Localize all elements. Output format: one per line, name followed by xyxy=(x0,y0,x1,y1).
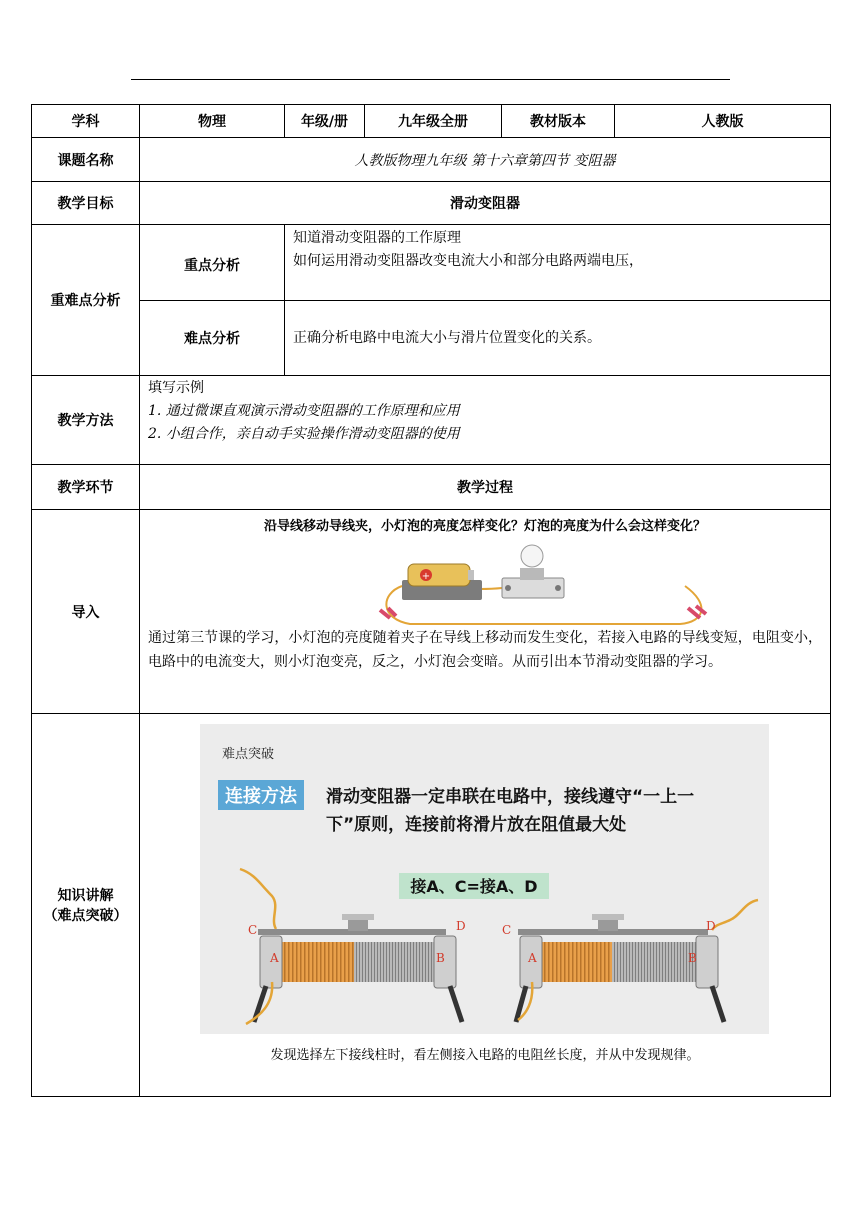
lesson-plan-table xyxy=(31,104,831,1097)
rheostat-right-terminal-c: C xyxy=(502,923,512,937)
grade-label: 年级/册 xyxy=(285,105,365,138)
knowledge-content xyxy=(140,714,831,1097)
process-stage-label: 教学环节 xyxy=(32,465,140,510)
info-row xyxy=(32,105,831,138)
objective-label: 教学目标 xyxy=(32,182,140,225)
rheostat-left-terminal-a: A xyxy=(270,951,279,965)
knowledge-label-line-1: 知识讲解 xyxy=(57,888,114,904)
focus-label: 重点分析 xyxy=(140,225,285,301)
header-rule xyxy=(131,79,730,80)
slide-badge: 连接方法 xyxy=(225,786,297,807)
rheostat-right-terminal-b: B xyxy=(688,951,697,965)
method-content xyxy=(140,376,831,465)
objective-row xyxy=(32,182,831,225)
method-row xyxy=(32,376,831,465)
focus-line-2: 如何运用滑动变阻器改变电流大小和部分电路两端电压， xyxy=(293,253,643,269)
intro-content xyxy=(140,510,831,714)
objective-value: 滑动变阻器 xyxy=(140,182,831,225)
lesson-title-label: 课题名称 xyxy=(32,138,140,182)
method-item-1: 1. 通过微课直观演示滑动变阻器的工作原理和应用 xyxy=(148,403,460,419)
lesson-title-value: 人教版物理九年级 第十六章第四节 变阻器 xyxy=(140,138,831,182)
focus-content xyxy=(285,225,831,301)
focus-row xyxy=(32,225,831,301)
rheostat-left-terminal-d: D xyxy=(456,919,466,933)
method-intro: 填写示例 xyxy=(148,380,204,396)
knowledge-label-line-2: （难点突破） xyxy=(43,908,128,924)
slide-equation: 接A、C=接A、D xyxy=(410,877,538,896)
slide-caption: 发现选择左下接线柱时，看左侧接入电路的电阻丝长度，并从中发现规律。 xyxy=(270,1048,700,1063)
subject-value: 物理 xyxy=(140,105,285,138)
slide-rule-line-2: 下”原则，连接前将滑片放在阻值最大处 xyxy=(326,815,627,835)
grade-value: 九年级全册 xyxy=(365,105,502,138)
rheostat-left-terminal-c: C xyxy=(248,923,258,937)
slide-rule-line-1: 滑动变阻器一定串联在电路中，接线遵守“一上一 xyxy=(326,787,695,807)
knowledge-row xyxy=(32,714,831,1097)
edition-value: 人教版 xyxy=(615,105,831,138)
lesson-title-row xyxy=(32,138,831,182)
process-header-row xyxy=(32,465,831,510)
intro-label: 导入 xyxy=(32,510,140,714)
focus-line-1: 知道滑动变阻器的工作原理 xyxy=(293,230,461,246)
slide-image xyxy=(200,724,769,1034)
circuit-illustration xyxy=(140,534,860,626)
method-item-2: 2. 小组合作，亲自动手实验操作滑动变阻器的使用 xyxy=(148,426,460,442)
edition-label: 教材版本 xyxy=(502,105,615,138)
difficulty-row xyxy=(32,301,831,376)
method-label: 教学方法 xyxy=(32,376,140,465)
difficulty-content: 正确分析电路中电流大小与滑片位置变化的关系。 xyxy=(285,301,831,376)
knowledge-label xyxy=(32,714,140,1097)
slide-corner-title: 难点突破 xyxy=(222,747,275,762)
slide-graphic xyxy=(200,724,769,1034)
rheostat-right-terminal-d: D xyxy=(706,919,716,933)
difficulty-label: 难点分析 xyxy=(140,301,285,376)
rheostat-right-terminal-a: A xyxy=(528,951,537,965)
intro-question: 沿导线移动导线夹，小灯泡的亮度怎样变化？灯泡的亮度为什么会这样变化？ xyxy=(263,519,706,534)
intro-row xyxy=(32,510,831,714)
intro-paragraph: 通过第三节课的学习，小灯泡的亮度随着夹子在导线上移动而发生变化，若接入电路的导线变短，电阻变小，电路中的电流变大，则小灯泡变亮，反之，小灯泡会变暗。从而引出本节滑动变阻器的学习。 xyxy=(148,630,822,670)
rheostat-left-terminal-b: B xyxy=(436,951,445,965)
subject-label: 学科 xyxy=(32,105,140,138)
key-points-label: 重难点分析 xyxy=(32,225,140,376)
svg-text:+: + xyxy=(421,571,431,582)
process-label: 教学过程 xyxy=(140,465,831,510)
